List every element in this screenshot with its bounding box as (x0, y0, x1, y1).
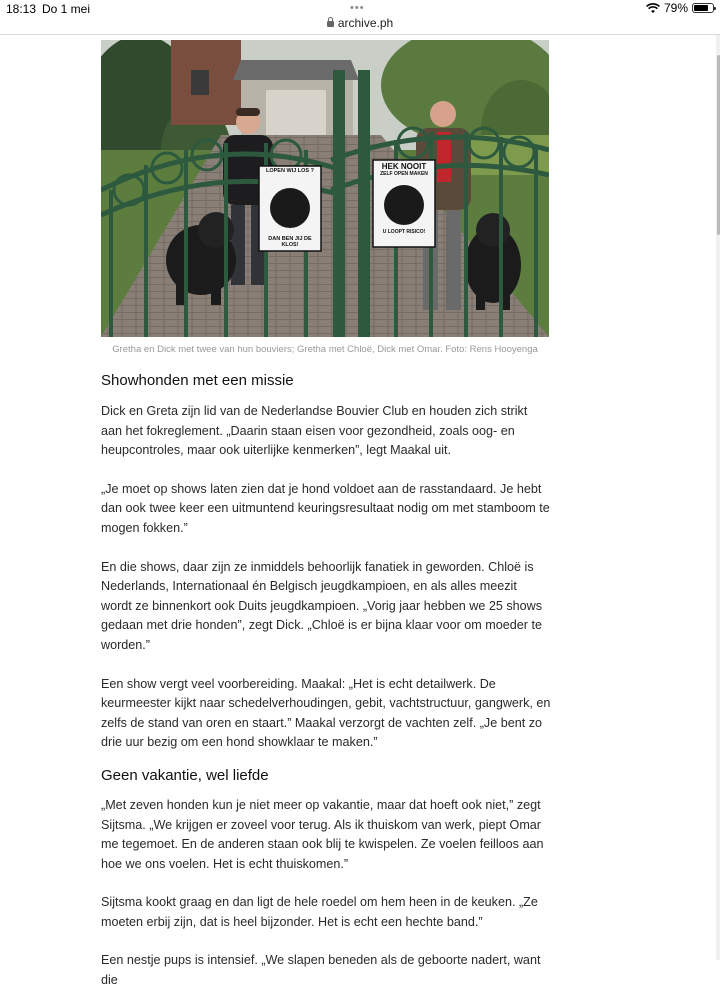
status-right (646, 1, 714, 15)
paragraph: Een nestje pups is intensief. „We slapen beneden als de geboorte nadert, want die (101, 953, 541, 988)
address-bar[interactable] (0, 16, 720, 34)
article-body (101, 372, 551, 991)
url-text: archive.ph (337, 16, 394, 30)
sign-1 (259, 168, 321, 248)
wifi-icon (646, 3, 660, 14)
battery-icon (692, 3, 714, 13)
section-heading: Geen vakantie, wel liefde (101, 766, 269, 784)
sign-1-top: LOPEN WIJ LOS ? (266, 168, 314, 174)
photo-illustration (101, 40, 549, 337)
status-time: 18:13 (6, 2, 37, 16)
paragraph: „Je moet op shows laten zien dat je hond voldoet aan de rasstandaard. Je hebt dan ook twee keer een uitmuntend keuringsresultaat nodig om met stamboom te mogen fokken.” (101, 481, 550, 535)
sign-2-bottom: U LOOPT RISICO! (382, 229, 426, 235)
article-photo (101, 40, 549, 337)
scrollbar[interactable] (716, 35, 720, 960)
sign-2-top: HEK NOOIT (381, 162, 427, 171)
battery-fill (694, 5, 708, 11)
paragraph: „Met zeven honden kun je niet meer op vakantie, maar dat hoeft ook niet,” zegt Sijtsma. „We krijgen er zoveel voor terug. Als ik thuiskom van werk, piept Omar me tegemoet. En de anderen staan ook blij te kwispelen. Ze voelen feilloos aan hoe we ons voelen. Het is echt thuiskomen.” (101, 797, 544, 871)
toolbar-divider (0, 34, 720, 35)
paragraph: En die shows, daar zijn ze inmiddels behoorlijk fanatiek in geworden. Chloë is Nederlands, Internationaal én Belgisch jeugdkampioen, en als alles meezit wordt ze binnenkort ook Duits jeugdkampioen. „Vorig jaar hebben we 25 shows gedaan met drie honden”, zegt Dick. „Chloë is er bijna klaar voor om moeder te worden.” (101, 559, 543, 652)
photo-caption: Gretha en Dick met twee van hun bouviers; Gretha met Chloë, Dick met Omar. Foto: Rens Hooyenga (112, 344, 538, 355)
sign-2-sub: ZELF OPEN MAKEN (380, 171, 428, 177)
sign-2 (373, 162, 435, 235)
paragraph: Dick en Greta zijn lid van de Nederlandse Bouvier Club en houden zich strikt aan het fokreglement. „Daarin staan eisen voor gezondheid, zoals oog- en heupcontroles, maar ook uiterlijke kenmerken”, legt Maakal uit. (101, 404, 528, 458)
battery-percent: 79% (663, 1, 688, 15)
paragraph: Sijtsma kookt graag en dan ligt de hele roedel om hem heen in de keuken. „Ze moeten erbij zijn, dat is heel bijzonder. Het is echt een hechte band.” (101, 895, 538, 929)
paragraph: Een show vergt veel voorbereiding. Maakal: „Het is echt detailwerk. De keurmeester kijkt naar schedelverhoudingen, gebit, vachtstructuur, gangwerk, en zelfs de stand van oren en staart.” Maakal verzorgt de vachten zelf. „Je bent zo drie uur bezig om een hond showklaar te maken.” (101, 676, 551, 750)
multitasking-dots-icon[interactable]: ••• (350, 2, 365, 14)
sign-1-bottom: DAN BEN JIJ DE KLOS! (268, 236, 312, 248)
lock-icon (327, 21, 334, 27)
section-heading: Showhonden met een missie (101, 372, 294, 389)
status-date: Do 1 mei (42, 2, 91, 16)
